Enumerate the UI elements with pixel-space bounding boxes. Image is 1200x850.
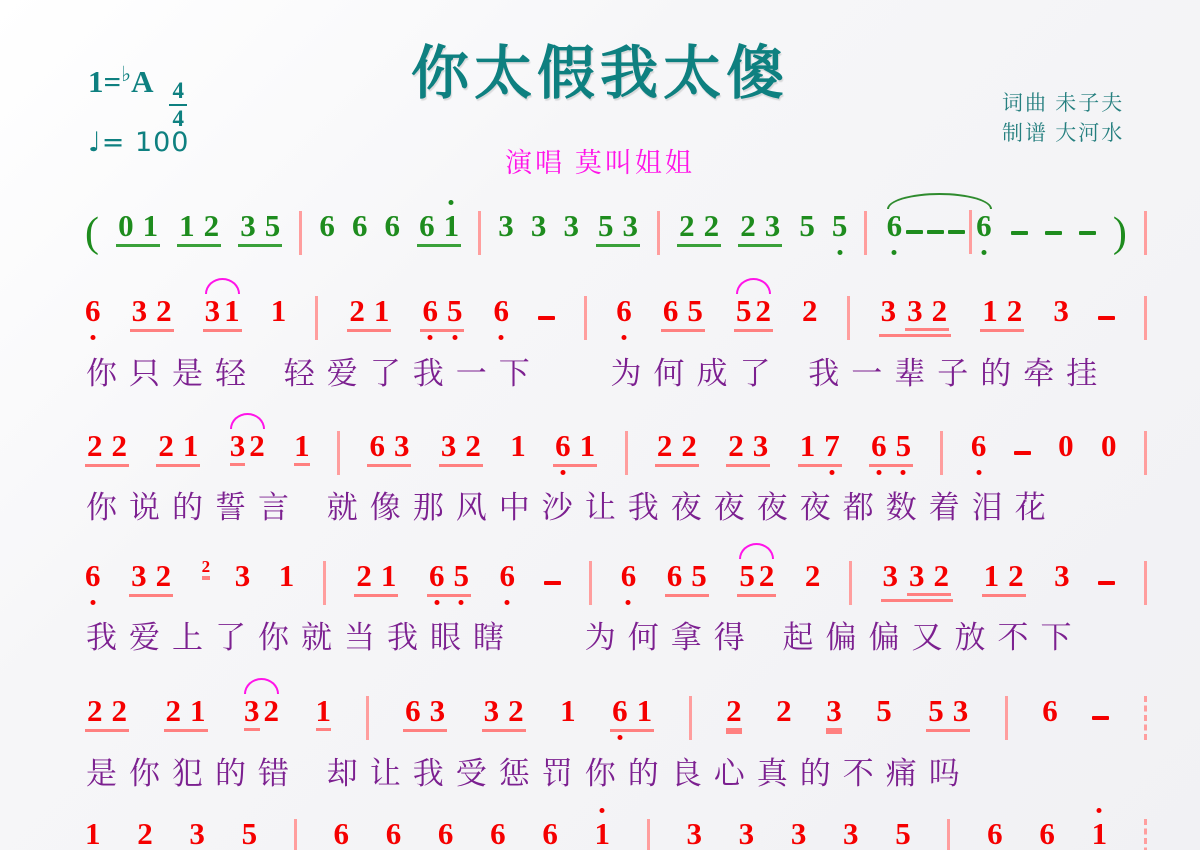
note: 3 <box>440 428 457 463</box>
barline <box>323 561 326 605</box>
beam-group <box>881 560 954 602</box>
beam-group <box>982 560 1026 597</box>
note: 3 <box>882 558 898 593</box>
beam-group <box>439 430 483 467</box>
beam-group <box>116 210 160 247</box>
note: 6 <box>493 293 510 328</box>
barline <box>1144 696 1147 740</box>
note: 2 <box>933 558 949 593</box>
beam-group <box>905 295 949 331</box>
note: 3 <box>131 558 147 593</box>
note: 5 <box>241 816 258 850</box>
barline <box>847 296 850 340</box>
note: 5 <box>831 208 848 243</box>
notation-line-verse-2-line-1 <box>85 557 1147 606</box>
beam-group <box>347 295 391 332</box>
note: 0 <box>1058 428 1074 463</box>
note: 6 <box>886 208 903 243</box>
note: 1 <box>182 428 199 463</box>
note: 3 <box>790 816 807 850</box>
note: 6 <box>555 428 571 463</box>
note: 0 <box>118 208 134 243</box>
duration-dash <box>1011 231 1028 235</box>
note: 6 <box>385 816 402 850</box>
note: 3 <box>234 558 251 593</box>
note: 6 <box>662 293 679 328</box>
lyric-line-verse-1-line-1: 你只是轻 轻爱了我一下 为何成了 我一辈子的牵挂 <box>86 356 1110 391</box>
note: 3 <box>1053 293 1069 328</box>
beam-group <box>726 430 770 467</box>
note: 2 <box>87 428 103 463</box>
note: 6 <box>85 558 101 593</box>
note: 5 <box>691 558 707 593</box>
beam-group <box>354 560 398 597</box>
note: 3 <box>204 293 221 328</box>
note: 3 <box>240 208 256 243</box>
note: 3 <box>909 558 925 593</box>
note: 3 <box>483 693 500 728</box>
beam-group <box>417 210 461 247</box>
notation-line-intro <box>85 210 1147 256</box>
note: 3 <box>622 208 639 243</box>
note: 1 <box>636 693 653 728</box>
credit-notation: 制谱 大河水 <box>1002 121 1125 146</box>
duration-dash <box>1092 716 1109 720</box>
beam-group <box>482 695 526 732</box>
note: 7 <box>824 428 840 463</box>
note: 2 <box>158 428 174 463</box>
slur-group <box>228 430 267 466</box>
slur-group <box>203 295 242 332</box>
note: 2 <box>755 293 771 328</box>
duration-dash <box>1098 316 1115 320</box>
note: 2 <box>740 208 756 243</box>
note: 2 <box>349 293 365 328</box>
barline <box>647 819 650 850</box>
note: 1 <box>982 293 998 328</box>
note: 5 <box>876 693 892 728</box>
note: 2 <box>508 693 524 728</box>
note: 2 <box>758 558 775 593</box>
note: 6 <box>419 208 435 243</box>
note: 3 <box>686 816 702 850</box>
note: 1 <box>983 558 1000 593</box>
note: 5 <box>735 293 752 328</box>
note: 6 <box>351 208 368 243</box>
lyric-line-verse-1-line-2: 你说的誓言 就像那风中沙让我夜夜夜夜都数着泪花 <box>86 490 1058 525</box>
note: 1 <box>316 695 332 731</box>
note: 3 <box>189 816 205 850</box>
note: 2 <box>249 428 265 463</box>
barline <box>1144 296 1147 340</box>
note: 3 <box>764 208 781 243</box>
note: 6 <box>612 693 628 728</box>
beam-group <box>367 430 411 467</box>
lyric-line-verse-2-line-2: 是你犯的错 却让我受惩罚你的良心真的不痛吗 <box>86 756 972 791</box>
note: 1 <box>373 293 390 328</box>
barline <box>969 210 972 254</box>
note: 3 <box>530 208 547 243</box>
duration-dash <box>906 230 923 234</box>
slur-group <box>885 210 994 254</box>
note: 5 <box>264 208 281 243</box>
note: 6 <box>871 428 887 463</box>
key-prefix: 1= <box>88 64 122 99</box>
beam-group <box>926 695 970 732</box>
note: 2 <box>203 208 220 243</box>
quarter-note-icon: ♩ <box>88 127 102 158</box>
beam-group <box>156 430 200 467</box>
barline <box>315 296 318 340</box>
note: 2 <box>681 428 697 463</box>
tempo-value: = 100 <box>101 127 190 158</box>
note: 3 <box>752 428 769 463</box>
barline <box>940 431 943 475</box>
note: 5 <box>598 208 614 243</box>
note: 6 <box>428 558 445 593</box>
credit-composer: 词曲 未子夫 <box>1002 91 1125 115</box>
note: 3 <box>907 293 923 328</box>
beam-group <box>879 295 952 337</box>
note: 6 <box>1039 816 1055 850</box>
note: 6 <box>405 693 421 728</box>
note: 2 <box>87 693 103 728</box>
note: 6 <box>620 558 637 593</box>
note: 1 <box>510 428 526 463</box>
duration-dash <box>1098 581 1115 585</box>
notation-line-verse-2-line-2 <box>85 695 1147 741</box>
key-letter: A <box>131 64 154 99</box>
note: 1 <box>270 293 287 328</box>
beam-group <box>403 695 447 732</box>
duration-dash <box>538 316 555 320</box>
note: 6 <box>490 816 506 850</box>
note: 2 <box>111 428 127 463</box>
grace-note: 2 <box>201 557 211 576</box>
beam-group <box>980 295 1024 332</box>
duration-dash <box>1045 231 1062 235</box>
performer: 演唱 莫叫姐姐 <box>505 148 695 178</box>
beam-group <box>85 695 129 732</box>
note: 0 <box>1101 428 1117 463</box>
beam-group <box>610 695 654 732</box>
barline <box>625 431 628 475</box>
beam-group <box>420 295 464 332</box>
note: 6 <box>422 293 438 328</box>
barline <box>299 211 302 255</box>
note: 2 <box>263 693 280 728</box>
note: 3 <box>952 693 969 728</box>
note: 2 <box>1008 558 1024 593</box>
note: 1 <box>278 558 295 593</box>
note: 5 <box>453 558 469 593</box>
beam-group <box>798 430 842 467</box>
note: 6 <box>987 816 1003 850</box>
note: 1 <box>294 430 310 466</box>
note: 1 <box>560 693 576 728</box>
duration-dash <box>927 230 944 234</box>
note: 6 <box>542 816 558 850</box>
notation-line-outro-partial <box>85 818 1147 850</box>
barline <box>947 819 950 850</box>
notation-line-verse-1-line-2 <box>85 430 1147 476</box>
note: 1 <box>224 293 240 328</box>
note: 5 <box>895 816 911 850</box>
slur-group <box>734 295 773 332</box>
slur-group <box>737 560 776 597</box>
note: 3 <box>826 695 842 731</box>
note: 2 <box>1006 293 1023 328</box>
barline <box>584 296 587 340</box>
time-denominator: 4 <box>172 106 184 132</box>
beam-group <box>238 210 282 247</box>
note: 1 <box>579 428 596 463</box>
note: 2 <box>465 428 481 463</box>
note: 1 <box>179 208 195 243</box>
note: 3 <box>230 430 246 466</box>
note: 2 <box>165 693 182 728</box>
note: 1 <box>799 428 816 463</box>
note: 2 <box>931 293 948 328</box>
note: 3 <box>563 208 579 243</box>
note: 3 <box>244 695 260 731</box>
beam-group <box>177 210 221 247</box>
beam-group <box>596 210 640 247</box>
barline <box>1144 211 1147 255</box>
note: 2 <box>155 558 172 593</box>
note: 6 <box>384 208 401 243</box>
barline <box>478 211 481 255</box>
duration-dash <box>1014 451 1031 455</box>
note: 3 <box>843 816 859 850</box>
barline <box>589 561 592 605</box>
note: 1 <box>190 693 206 728</box>
note: 2 <box>656 428 673 463</box>
beam-group <box>164 695 208 732</box>
note: 6 <box>85 293 101 328</box>
flat-sign: ♭ <box>121 62 132 86</box>
duration-dash <box>544 581 561 585</box>
note: 3 <box>429 693 446 728</box>
duration-dash <box>1079 231 1096 235</box>
note: 3 <box>738 816 755 850</box>
barline <box>1005 696 1008 740</box>
parenthesis: ) <box>1112 210 1127 256</box>
beam-group <box>129 560 173 597</box>
note: 6 <box>369 428 385 463</box>
note: 2 <box>356 558 372 593</box>
barline <box>294 819 297 850</box>
notation-line-verse-1-line-1 <box>85 295 1147 341</box>
barline <box>337 431 340 475</box>
note: 1 <box>594 816 611 850</box>
note: 3 <box>880 293 897 328</box>
barline <box>657 211 660 255</box>
beam-group <box>130 295 174 332</box>
beam-group <box>665 560 709 597</box>
note: 5 <box>799 208 815 243</box>
beam-group <box>553 430 597 467</box>
duration-dash <box>948 230 965 234</box>
note: 6 <box>319 208 335 243</box>
note: 6 <box>970 428 987 463</box>
beam-group <box>869 430 913 467</box>
barline <box>366 696 369 740</box>
note: 5 <box>446 293 463 328</box>
note: 2 <box>679 208 695 243</box>
barline <box>1144 819 1147 850</box>
beam-group <box>655 430 699 467</box>
note: 3 <box>393 428 410 463</box>
slur-group <box>242 695 281 731</box>
note: 1 <box>1091 816 1108 850</box>
note: 2 <box>137 816 153 850</box>
barline <box>1144 561 1147 605</box>
note: 1 <box>85 816 101 850</box>
beam-group <box>427 560 471 597</box>
note: 6 <box>333 816 350 850</box>
note: 6 <box>666 558 683 593</box>
note: 2 <box>726 695 742 731</box>
note: 6 <box>437 816 454 850</box>
lyric-line-verse-2-line-1: 我爱上了你就当我眼瞎 为何拿得 起偏偏又放不下 <box>86 620 1084 655</box>
barline <box>864 211 867 255</box>
note: 5 <box>687 293 703 328</box>
note: 2 <box>156 293 172 328</box>
note: 5 <box>895 428 912 463</box>
note: 2 <box>776 693 792 728</box>
note: 5 <box>739 558 755 593</box>
beam-group <box>738 210 782 247</box>
note: 2 <box>728 428 744 463</box>
note: 5 <box>928 693 944 728</box>
note: 1 <box>443 208 460 243</box>
note: 6 <box>499 558 515 593</box>
barline <box>689 696 692 740</box>
time-numerator: 4 <box>169 79 187 106</box>
barline <box>1144 431 1147 475</box>
beam-group <box>661 295 705 332</box>
note: 2 <box>802 293 818 328</box>
note: 3 <box>131 293 148 328</box>
note: 6 <box>1042 693 1058 728</box>
note: 6 <box>976 208 992 243</box>
note: 2 <box>703 208 720 243</box>
beam-group <box>677 210 721 247</box>
song-title: 你太假我太傻 <box>410 41 789 106</box>
credits <box>1002 88 1124 149</box>
note: 3 <box>1054 558 1070 593</box>
note: 3 <box>498 208 514 243</box>
beam-group <box>85 430 129 467</box>
parenthesis: ( <box>85 210 99 256</box>
note: 2 <box>111 693 127 728</box>
beam-group <box>907 560 951 596</box>
note: 1 <box>142 208 159 243</box>
barline <box>849 561 852 605</box>
note: 2 <box>804 558 821 593</box>
note: 1 <box>380 558 397 593</box>
note: 6 <box>616 293 632 328</box>
